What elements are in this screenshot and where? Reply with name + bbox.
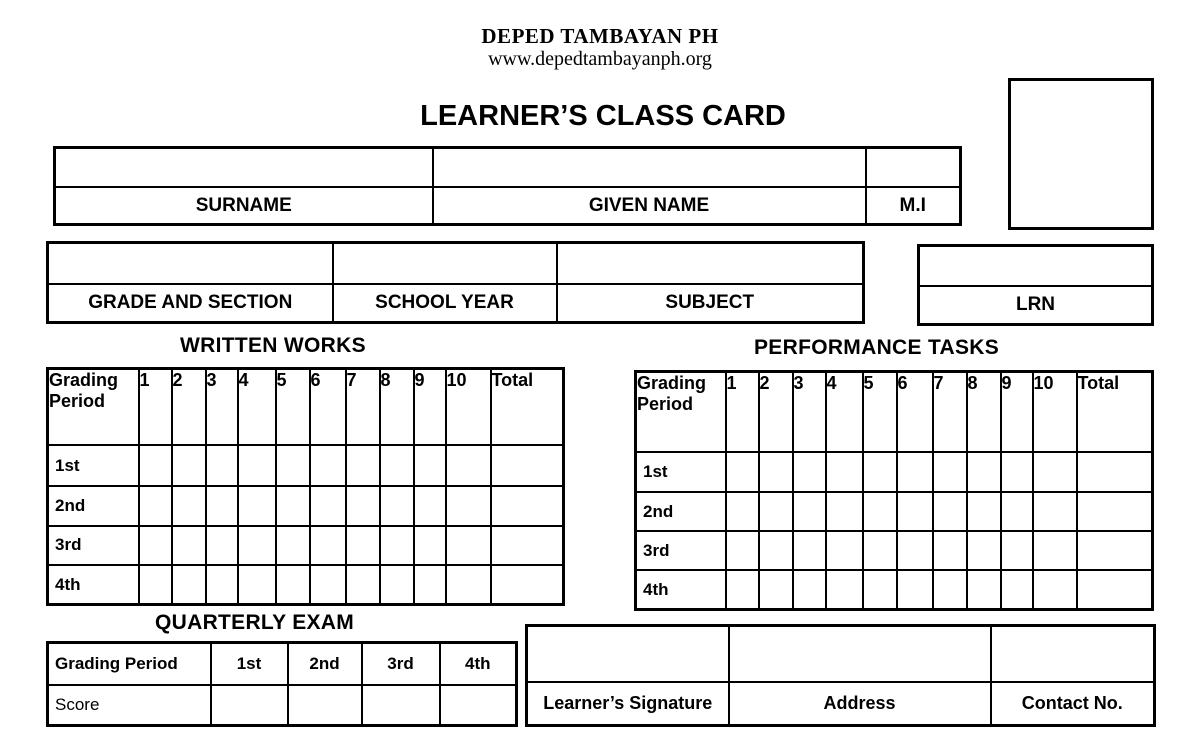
score-cell[interactable] xyxy=(446,526,491,565)
mi-field[interactable] xyxy=(866,148,961,188)
column-header: 5 xyxy=(276,369,310,446)
column-header: 1 xyxy=(139,369,172,446)
photo-box[interactable] xyxy=(1008,78,1154,230)
grade-section-field[interactable] xyxy=(48,243,333,285)
school-year-label: SCHOOL YEAR xyxy=(333,284,557,322)
total-cell[interactable] xyxy=(1077,492,1153,531)
mi-label: M.I xyxy=(866,187,961,224)
score-cell[interactable] xyxy=(346,445,380,486)
score-cell[interactable] xyxy=(726,452,759,492)
score-cell[interactable] xyxy=(726,531,759,570)
column-header: 6 xyxy=(897,372,933,452)
score-cell[interactable] xyxy=(897,531,933,570)
score-cell[interactable] xyxy=(276,445,310,486)
column-header: 10 xyxy=(1033,372,1077,452)
signature-field[interactable] xyxy=(527,626,729,683)
column-header: 8 xyxy=(967,372,1001,452)
score-cell[interactable] xyxy=(446,486,491,525)
grading-period-header: Grading Period xyxy=(48,369,139,446)
card-title: LEARNER’S CLASS CARD xyxy=(420,100,786,132)
given-name-label: GIVEN NAME xyxy=(433,187,866,224)
lrn-field[interactable] xyxy=(919,246,1153,287)
score-cell[interactable] xyxy=(238,526,276,565)
score-cell[interactable] xyxy=(139,565,172,604)
contact-field[interactable] xyxy=(991,626,1155,683)
score-cell[interactable] xyxy=(759,531,793,570)
quarter-header: 3rd xyxy=(362,643,440,686)
score-cell[interactable] xyxy=(759,570,793,609)
score-cell[interactable] xyxy=(863,492,897,531)
score-cell[interactable] xyxy=(793,531,826,570)
score-cell[interactable] xyxy=(863,531,897,570)
score-cell[interactable] xyxy=(863,452,897,492)
score-cell[interactable] xyxy=(1001,570,1033,609)
table-row xyxy=(48,685,517,726)
score-cell[interactable] xyxy=(1001,492,1033,531)
site-url: www.depedtambayanph.org xyxy=(488,48,712,70)
grading-period-header: Grading Period xyxy=(636,372,726,452)
row-label: 1st xyxy=(48,445,139,486)
score-cell[interactable] xyxy=(238,565,276,604)
row-label: 3rd xyxy=(636,531,726,570)
table-row xyxy=(48,565,564,604)
row-label: 4th xyxy=(48,565,139,604)
score-cell[interactable] xyxy=(967,570,1001,609)
score-cell[interactable] xyxy=(276,526,310,565)
score-cell[interactable] xyxy=(414,445,446,486)
score-cell[interactable] xyxy=(933,452,967,492)
score-cell[interactable] xyxy=(826,452,863,492)
column-header: 1 xyxy=(726,372,759,452)
column-header: 2 xyxy=(172,369,206,446)
quarterly-exam-title: QUARTERLY EXAM xyxy=(155,611,355,634)
score-cell[interactable] xyxy=(863,570,897,609)
score-cell[interactable] xyxy=(310,565,346,604)
column-header: 4 xyxy=(238,369,276,446)
row-label: 1st xyxy=(636,452,726,492)
row-label: 3rd xyxy=(48,526,139,565)
score-cell[interactable] xyxy=(346,526,380,565)
score-cell[interactable] xyxy=(346,486,380,525)
score-cell[interactable] xyxy=(759,452,793,492)
name-table xyxy=(53,146,962,226)
column-header: 2 xyxy=(759,372,793,452)
score-cell[interactable] xyxy=(1001,452,1033,492)
score-cell[interactable] xyxy=(310,445,346,486)
site-name: DEPED TAMBAYAN PH xyxy=(481,24,719,48)
score-cell[interactable] xyxy=(1033,452,1077,492)
table-row xyxy=(48,526,564,565)
score-cell[interactable] xyxy=(346,565,380,604)
class-info-table xyxy=(46,241,865,324)
learner-contact-table xyxy=(525,624,1156,727)
row-label: 2nd xyxy=(48,486,139,525)
column-header: 6 xyxy=(310,369,346,446)
column-header: 10 xyxy=(446,369,491,446)
subject-label: SUBJECT xyxy=(557,284,864,322)
score-cell[interactable] xyxy=(897,492,933,531)
total-cell[interactable] xyxy=(1077,570,1153,609)
contact-label: Contact No. xyxy=(991,682,1155,725)
signature-label: Learner’s Signature xyxy=(527,682,729,725)
column-header: 7 xyxy=(933,372,967,452)
score-cell[interactable] xyxy=(139,445,172,486)
column-header: 9 xyxy=(1001,372,1033,452)
score-cell[interactable] xyxy=(759,492,793,531)
quarter-header: 4th xyxy=(440,643,517,686)
row-label: 4th xyxy=(636,570,726,609)
score-cell[interactable] xyxy=(172,565,206,604)
score-cell[interactable] xyxy=(172,445,206,486)
address-field[interactable] xyxy=(729,626,991,683)
exam-score-cell[interactable] xyxy=(362,685,440,726)
table-row xyxy=(636,492,1153,531)
subject-field[interactable] xyxy=(557,243,864,285)
total-cell[interactable] xyxy=(491,486,564,525)
score-cell[interactable] xyxy=(446,565,491,604)
score-cell[interactable] xyxy=(1033,531,1077,570)
quarter-header: 1st xyxy=(211,643,288,686)
total-cell[interactable] xyxy=(1077,531,1153,570)
quarterly-exam-table xyxy=(46,641,518,727)
grade-section-label: GRADE AND SECTION xyxy=(48,284,333,322)
surname-field[interactable] xyxy=(55,148,433,188)
performance-tasks-title: PERFORMANCE TASKS xyxy=(754,336,1000,359)
score-cell[interactable] xyxy=(206,486,238,525)
score-cell[interactable] xyxy=(793,452,826,492)
table-row xyxy=(48,445,564,486)
score-cell[interactable] xyxy=(414,526,446,565)
score-cell[interactable] xyxy=(826,570,863,609)
score-cell[interactable] xyxy=(310,486,346,525)
total-cell[interactable] xyxy=(491,445,564,486)
score-cell[interactable] xyxy=(238,486,276,525)
surname-label: SURNAME xyxy=(55,187,433,224)
score-cell[interactable] xyxy=(380,445,414,486)
score-cell[interactable] xyxy=(897,570,933,609)
written-works-title: WRITTEN WORKS xyxy=(180,334,366,357)
score-cell[interactable] xyxy=(933,492,967,531)
column-header: 7 xyxy=(346,369,380,446)
score-cell[interactable] xyxy=(206,565,238,604)
address-label: Address xyxy=(729,682,991,725)
score-cell[interactable] xyxy=(826,492,863,531)
score-cell[interactable] xyxy=(793,492,826,531)
column-header: 4 xyxy=(826,372,863,452)
score-cell[interactable] xyxy=(897,452,933,492)
score-cell[interactable] xyxy=(414,565,446,604)
total-cell[interactable] xyxy=(491,565,564,604)
column-header: 5 xyxy=(863,372,897,452)
score-cell[interactable] xyxy=(1001,531,1033,570)
table-row xyxy=(636,570,1153,609)
written-works-table xyxy=(46,367,565,606)
score-cell[interactable] xyxy=(414,486,446,525)
score-row-label: Score xyxy=(48,685,211,726)
score-cell[interactable] xyxy=(172,526,206,565)
score-cell[interactable] xyxy=(967,531,1001,570)
score-cell[interactable] xyxy=(1033,570,1077,609)
given-name-field[interactable] xyxy=(433,148,866,188)
score-cell[interactable] xyxy=(206,445,238,486)
quarter-header: 2nd xyxy=(288,643,362,686)
score-cell[interactable] xyxy=(380,526,414,565)
score-cell[interactable] xyxy=(933,570,967,609)
score-cell[interactable] xyxy=(967,452,1001,492)
score-cell[interactable] xyxy=(726,492,759,531)
column-header: 3 xyxy=(206,369,238,446)
school-year-field[interactable] xyxy=(333,243,557,285)
grading-period-header: Grading Period xyxy=(48,643,211,686)
total-header: Total xyxy=(1077,372,1153,452)
exam-score-cell[interactable] xyxy=(288,685,362,726)
score-cell[interactable] xyxy=(172,486,206,525)
table-row xyxy=(48,486,564,525)
score-cell[interactable] xyxy=(276,565,310,604)
score-cell[interactable] xyxy=(967,492,1001,531)
table-row xyxy=(636,452,1153,492)
score-cell[interactable] xyxy=(793,570,826,609)
score-cell[interactable] xyxy=(826,531,863,570)
exam-score-cell[interactable] xyxy=(440,685,517,726)
column-header: 3 xyxy=(793,372,826,452)
score-cell[interactable] xyxy=(933,531,967,570)
column-header: 9 xyxy=(414,369,446,446)
column-header: 8 xyxy=(380,369,414,446)
row-label: 2nd xyxy=(636,492,726,531)
score-cell[interactable] xyxy=(380,565,414,604)
score-cell[interactable] xyxy=(726,570,759,609)
score-cell[interactable] xyxy=(139,486,172,525)
score-cell[interactable] xyxy=(310,526,346,565)
performance-tasks-table xyxy=(634,370,1154,611)
lrn-table xyxy=(917,244,1154,326)
total-cell[interactable] xyxy=(491,526,564,565)
score-cell[interactable] xyxy=(446,445,491,486)
exam-score-cell[interactable] xyxy=(211,685,288,726)
score-cell[interactable] xyxy=(1033,492,1077,531)
score-cell[interactable] xyxy=(276,486,310,525)
total-cell[interactable] xyxy=(1077,452,1153,492)
score-cell[interactable] xyxy=(206,526,238,565)
score-cell[interactable] xyxy=(238,445,276,486)
total-header: Total xyxy=(491,369,564,446)
lrn-label: LRN xyxy=(919,286,1153,325)
table-row xyxy=(636,531,1153,570)
score-cell[interactable] xyxy=(139,526,172,565)
score-cell[interactable] xyxy=(380,486,414,525)
